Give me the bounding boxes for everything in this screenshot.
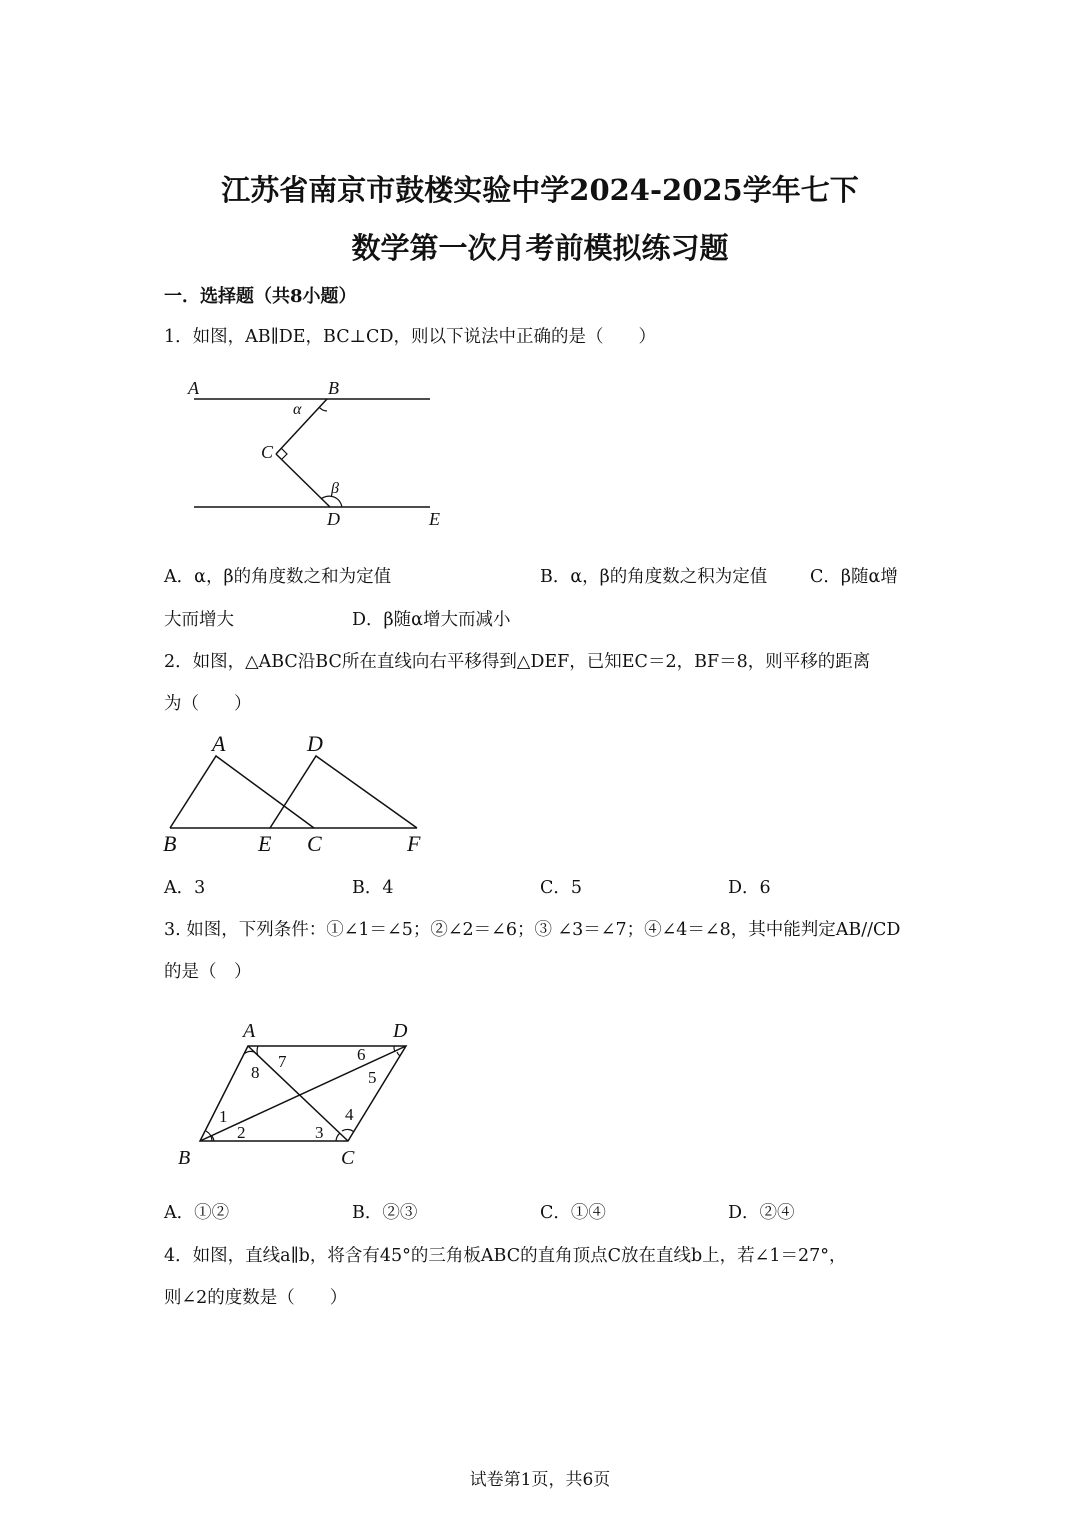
question-2-option-c: C．5 [540,878,583,898]
question-4-stem-line2: 则∠2的度数是（ ） [164,1288,348,1308]
fig3-label-c: C [341,1147,355,1169]
fig3-label-angle-6: 6 [357,1045,366,1064]
question-1-option-c-continued: 大而增大 [164,610,234,630]
exam-title-line2: 数学第一次月考前模拟练习题 [351,231,729,265]
question-2-option-a: A．3 [164,878,206,898]
fig1-label-alpha: α [293,401,302,418]
question-2-option-d: D．6 [728,878,771,898]
question-2-stem-line2: 为（ ） [164,694,252,714]
question-3-option-a: A．①② [164,1203,230,1223]
fig1-label-beta: β [331,480,339,497]
fig2-label-a: A [212,731,226,756]
question-3-option-d: D．②④ [728,1203,795,1223]
question-1-stem: 1．如图，AB∥DE，BC⊥CD，则以下说法中正确的是（ ） [164,327,656,347]
fig1-label-c: C [261,442,274,462]
fig3-label-a: A [243,1020,256,1042]
question-4-stem-line1: 4．如图，直线a∥b，将含有45°的三角板ABC的直角顶点C放在直线b上，若∠1＝27°， [164,1246,847,1266]
fig3-label-angle-2: 2 [237,1123,246,1142]
fig3-label-angle-3: 3 [315,1123,324,1142]
fig2-label-c: C [307,831,322,856]
question-1-option-a: A．α，β的角度数之和为定值 [164,567,392,587]
exam-title-line1: 江苏省南京市鼓楼实验中学2024-2025学年七下 [221,173,859,207]
fig2-label-b: B [163,831,177,856]
fig3-label-d: D [393,1020,408,1042]
question-1-option-b: B．α，β的角度数之积为定值 [540,567,768,587]
fig2-label-f: F [407,831,421,856]
fig1-label-b: B [328,378,339,398]
question-3-figure [170,1012,430,1172]
question-1-option-c: C．β随α增 [810,567,898,587]
fig3-label-angle-4: 4 [345,1105,354,1124]
question-3-stem-line2: 的是（ ） [164,962,252,982]
fig3-label-b: B [178,1147,191,1169]
question-2-figure [160,730,440,860]
section-heading: 一．选择题（共8小题） [164,286,357,307]
question-1-option-d: D．β随α增大而减小 [352,610,511,630]
fig3-label-angle-8: 8 [251,1063,260,1082]
fig3-label-angle-7: 7 [278,1052,287,1071]
fig1-label-d: D [327,509,340,529]
fig2-label-e: E [258,831,272,856]
question-3-option-b: B．②③ [352,1203,418,1223]
question-1-figure [180,372,450,532]
fig1-label-a: A [188,378,199,398]
question-2-option-b: B．4 [352,878,394,898]
question-2-stem-line1: 2．如图，△ABC沿BC所在直线向右平移得到△DEF，已知EC＝2，BF＝8，则平移的距离 [164,652,871,672]
fig3-label-angle-1: 1 [219,1107,228,1126]
fig2-label-d: D [307,731,323,756]
fig1-label-e: E [429,509,440,529]
fig3-label-angle-5: 5 [368,1068,377,1087]
page-footer: 试卷第1页，共6页 [469,1470,611,1490]
question-3-option-c: C．①④ [540,1203,606,1223]
question-3-stem-line1: 3. 如图，下列条件：①∠1＝∠5；②∠2＝∠6；③ ∠3＝∠7；④∠4＝∠8，其中能判定AB//CD [164,920,901,940]
